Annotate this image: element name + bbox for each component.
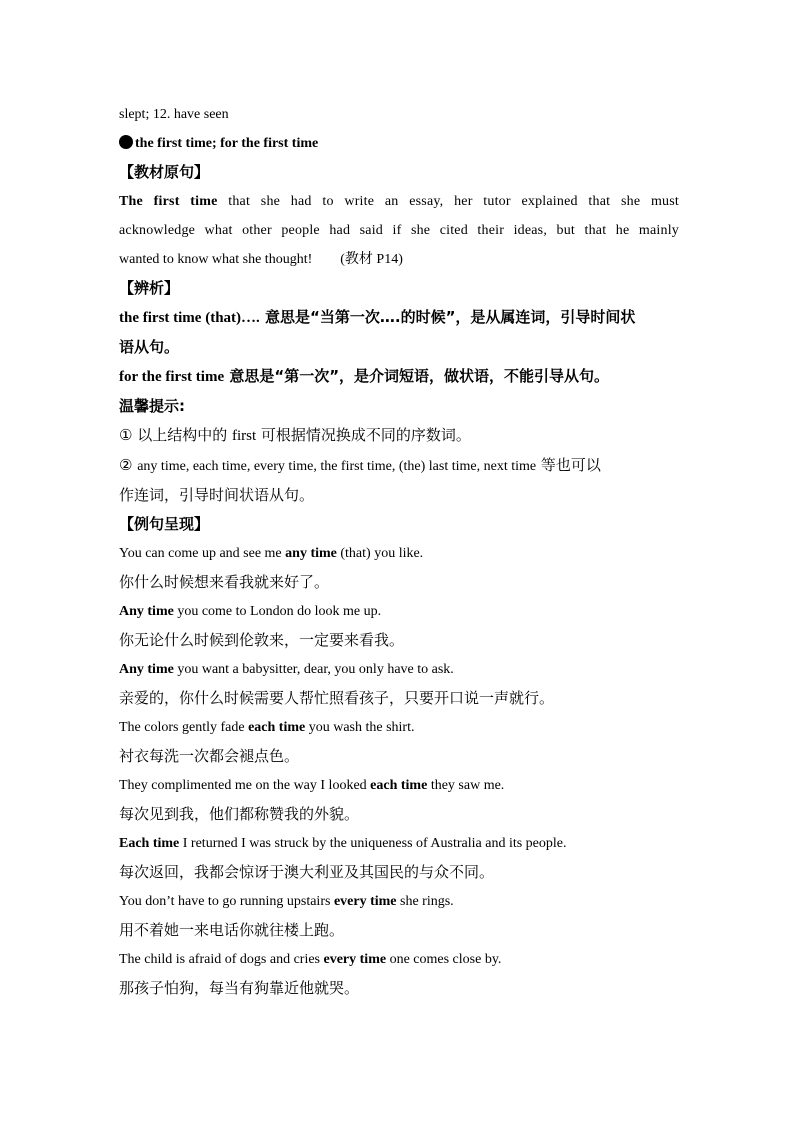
example-cn-6: 每次返回，我都会惊讶于澳大利亚及其国民的与众不同。: [119, 863, 495, 881]
example-en-7: You don’t have to go running upstairs every time she rings.: [119, 894, 454, 909]
example-cn-2: 你无论什么时候到伦敦来，一定要来看我。: [119, 631, 405, 649]
example-en-1: You can come up and see me any time (that) you like.: [119, 546, 424, 561]
textbook-line1-rest: that she had to write an essay, her tutor explained that she must: [217, 194, 679, 209]
analysis-item-2: [119, 362, 679, 392]
tip1-en: first: [231, 428, 257, 444]
analysis-item1-term: the first time (that)….: [119, 310, 260, 326]
tip1-text-a: ① 以上结构中的: [119, 426, 232, 444]
textbook-source: (教材 P14): [340, 252, 403, 267]
example-cn-5: 每次见到我，他们都称赞我的外貌。: [119, 805, 360, 823]
bullet-dot-icon: [119, 135, 133, 149]
tip1-text-b: 可根据情况换成不同的序数词。: [256, 426, 471, 444]
textbook-sentence-line-1: [119, 187, 679, 216]
analysis-item2-text: 意思是“第一次”，是介词短语，做状语，不能引导从句。: [224, 367, 610, 385]
textbook-bold-start: The first time: [119, 194, 218, 209]
example-cn-3: 亲爱的，你什么时候需要人帮忙照看孩子，只要开口说一声就行。: [119, 689, 555, 707]
example-en-8: The child is afraid of dogs and cries every time one comes close by.: [119, 952, 502, 967]
tip2-en: any time, each time, every time, the first time, (the) last time, next time: [137, 459, 537, 474]
example-cn-7: 用不着她一来电话你就往楼上跑。: [119, 921, 345, 939]
tip-2-cont: 作连词，引导时间状语从句。: [119, 486, 315, 504]
tip-1: [119, 421, 679, 451]
example-en-3: Any time you want a babysitter, dear, you only have to ask.: [119, 662, 454, 677]
example-en-2: Any time you come to London do look me up.: [119, 604, 382, 619]
analysis-item2-term: for the first time: [119, 369, 225, 385]
tips-label: 温馨提示:: [119, 397, 185, 415]
textbook-line3: wanted to know what she thought!: [119, 252, 313, 267]
example-en-5: They complimented me on the way I looked each time they saw me.: [119, 778, 505, 793]
tip2-text-a: ②: [119, 456, 138, 474]
heading-line: [119, 129, 679, 158]
examples-label: 【例句呈现】: [119, 515, 210, 533]
example-cn-1: 你什么时候想来看我就来好了。: [119, 573, 330, 591]
example-cn-8: 那孩子怕狗，每当有狗靠近他就哭。: [119, 979, 360, 997]
analysis-item-1: [119, 303, 679, 333]
analysis-item-1-cont: 语从句。: [119, 338, 180, 356]
textbook-sentence-line-2: acknowledge what other people had said if she cited their ideas, but that he mainly: [119, 223, 679, 238]
example-cn-4: 衬衣每洗一次都会褪点色。: [119, 747, 300, 765]
tip-2: [119, 451, 679, 481]
tip2-text-b: 等也可以: [536, 456, 601, 474]
heading-phrase: the first time; for the first time: [135, 136, 319, 151]
textbook-label: 【教材原句】: [119, 163, 210, 181]
analysis-item1-text: 意思是“当第一次….的时候”，是从属连词，引导时间状: [259, 308, 636, 326]
example-en-6: Each time I returned I was struck by the uniqueness of Australia and its people.: [119, 836, 567, 851]
document-page: [119, 100, 679, 1003]
examples-list: [119, 539, 679, 1003]
analysis-label: 【辨析】: [119, 279, 180, 297]
example-en-4: The colors gently fade each time you wash the shirt.: [119, 720, 415, 735]
top-fragment: slept; 12. have seen: [119, 107, 229, 122]
textbook-sentence-line-3: [119, 245, 679, 274]
